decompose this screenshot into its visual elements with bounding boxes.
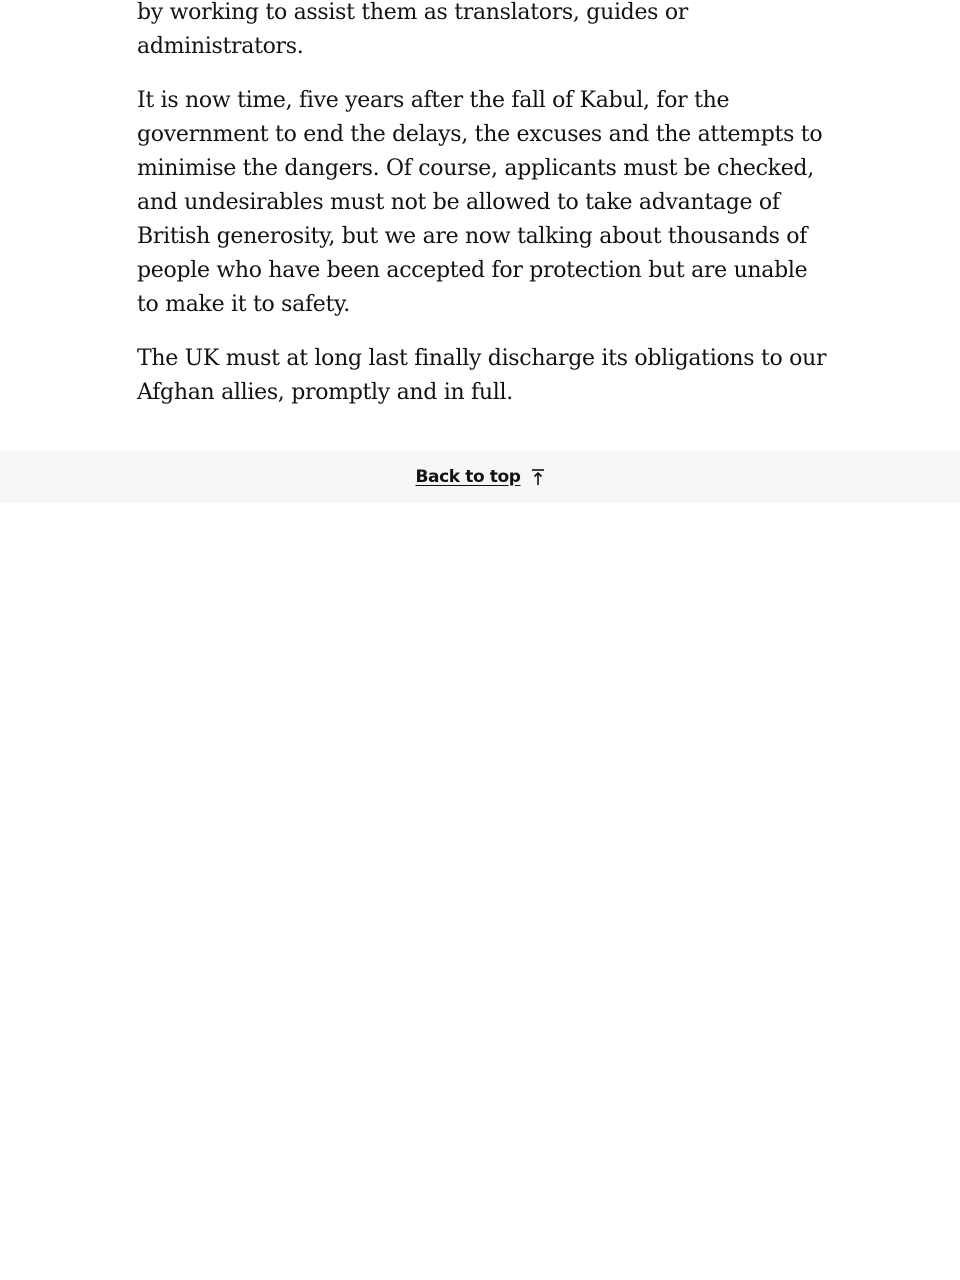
back-to-top-link[interactable] bbox=[415, 467, 544, 487]
article-body bbox=[137, 0, 827, 430]
article-paragraph: It is now time, five years after the fall of Kabul, for the government to end the delays, the excuses and the attempts to minimise the dangers. Of course, applicants must be checked, and undesirables must not be allowed to take advantage of British generosity, but we are now talking about thousands of people who have been accepted for protection but are unable to make it to safety. bbox=[137, 88, 823, 317]
article-paragraph: The UK must at long last finally discharge its obligations to our Afghan allies, promptly and in full. bbox=[137, 346, 827, 405]
arrow-up-to-line-icon bbox=[531, 468, 545, 486]
article-paragraph: by working to assist them as translators, guides or administrators. bbox=[137, 0, 689, 59]
back-to-top-label: Back to top bbox=[415, 467, 521, 487]
back-to-top-bar bbox=[0, 451, 960, 503]
